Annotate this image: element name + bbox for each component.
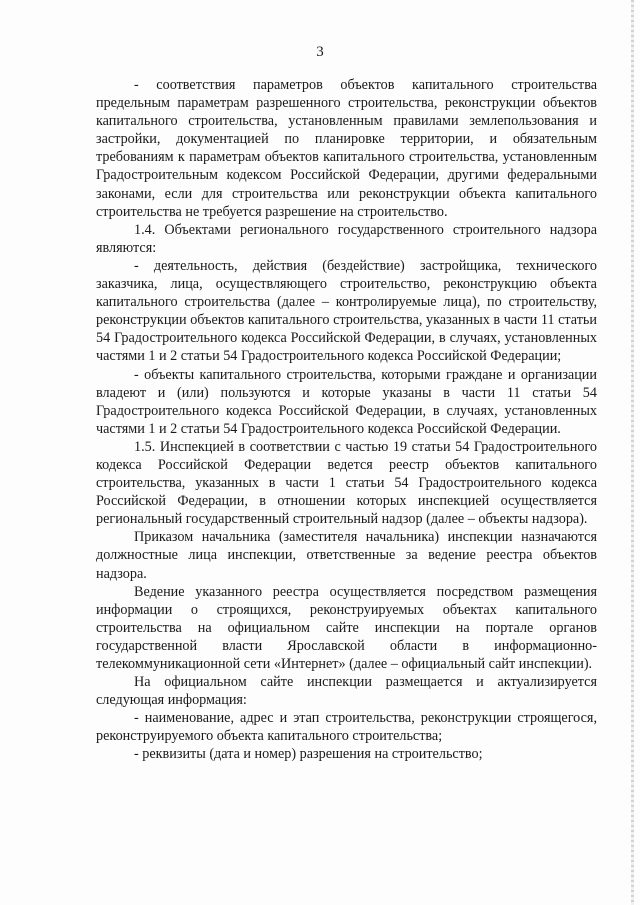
scan-edge-artifact bbox=[631, 0, 634, 905]
paragraph: 1.5. Инспекцией в соответствии с частью 19 статьи 54 Градостроительного кодекса Российской Федерации ведется реестр объектов капитального строительства, указанных в части 1 статьи 54 Градостроительного кодекса Российской Федерации, в отношении которых инспекцией осуществляется региональный государственный строительный надзор (далее – объекты надзора). bbox=[96, 438, 597, 528]
paragraph: - объекты капитального строительства, которыми граждане и организации владеют и (или) пользуются и которые указаны в части 11 статьи 54 Градостроительного кодекса Российской Федерации, в случаях, установленных частями 1 и 2 статьи 54 Градостроительного кодекса Российской Федерации. bbox=[96, 366, 597, 437]
paragraph: - деятельность, действия (бездействие) застройщика, технического заказчика, лица, осуществляющего строительство, реконструкцию объекта капитального строительства (далее – контролируемые лица), по строительству, реконструкции объектов капитального строительства, указанных в части 11 статьи 54 Градостроительного кодекса Российской Федерации, в случаях, установленных частями 1 и 2 статьи 54 Градостроительного кодекса Российской Федерации; bbox=[96, 257, 597, 365]
paragraph: На официальном сайте инспекции размещается и актуализируется следующая информация: bbox=[96, 674, 597, 709]
paragraph: - реквизиты (дата и номер) разрешения на строительство; bbox=[134, 746, 483, 763]
paragraph: - наименование, адрес и этап строительства, реконструкции строящегося, реконструируемого объекта капитального строительства; bbox=[96, 710, 597, 745]
paragraph: Приказом начальника (заместителя начальника) инспекции назначаются должностные лица инспекции, ответственные за ведение реестра объектов надзора. bbox=[96, 529, 597, 582]
document-body bbox=[96, 76, 597, 764]
paragraph: 1.4. Объектами регионального государственного строительного надзора являются: bbox=[96, 221, 597, 256]
page-number: 3 bbox=[316, 44, 324, 60]
paragraph: Ведение указанного реестра осуществляется посредством размещения информации о строящихся, реконструируемых объектах капитального строительства на официальном сайте инспекции на портале органов государственной власти Ярославской области в информационно-телекоммуникационной сети «Интернет» (далее – официальный сайт инспекции). bbox=[96, 583, 597, 672]
paragraph: - соответствия параметров объектов капитального строительства предельным параметрам разрешенного строительства, реконструкции объектов капитального строительства, установленным правилами землепользования и застройки, документацией по планировке территории, и обязательным требованиям к параметрам объектов капитального строительства, установленным Градостроительным кодексом Российской Федерации, другими федеральными законами, если для строительства или реконструкции объекта капитального строительства не требуется разрешение на строительство. bbox=[96, 77, 597, 220]
